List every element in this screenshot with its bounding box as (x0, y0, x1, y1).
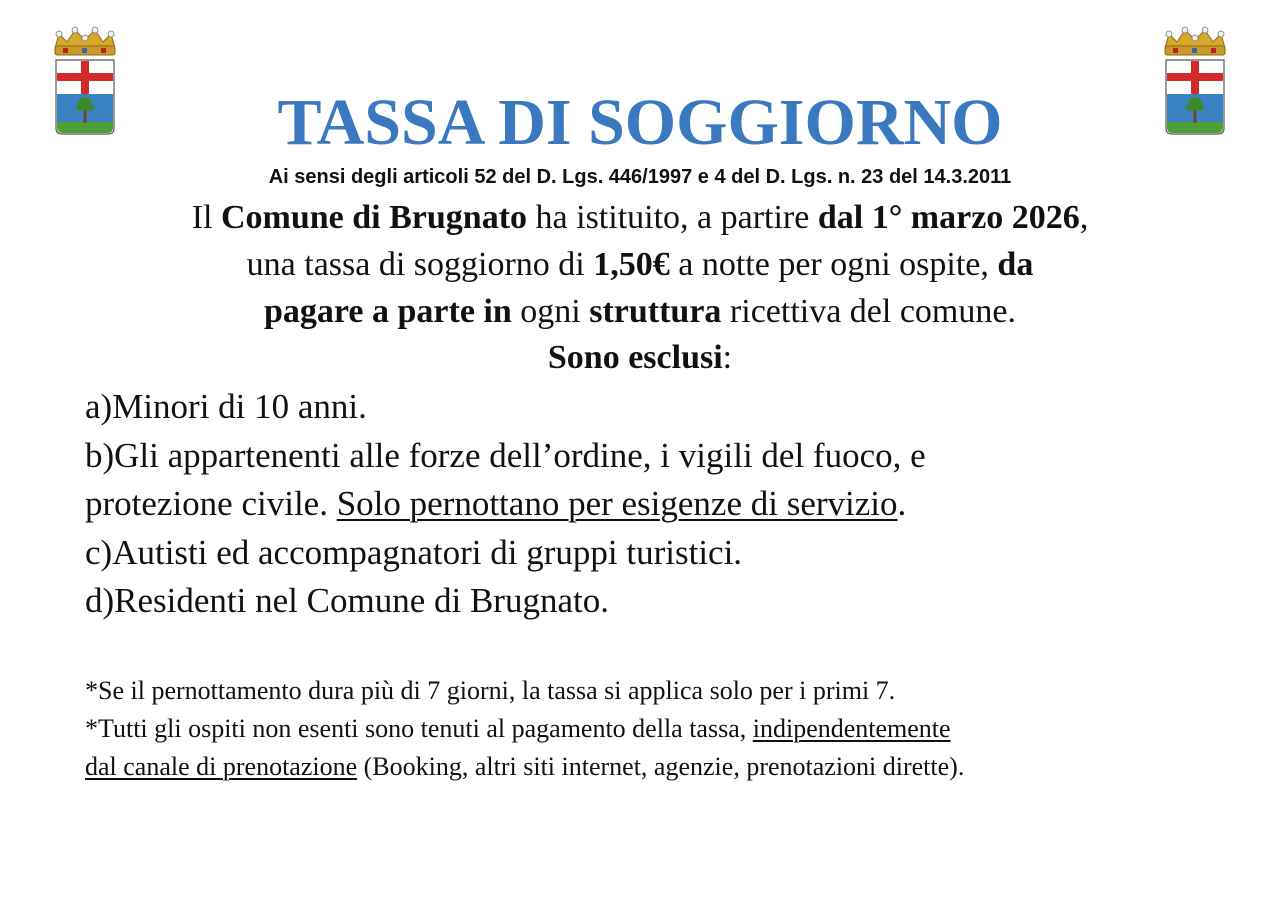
intro-text: , (1079, 199, 1089, 236)
note: *Se il pernottamento dura più di 7 giorni, la tassa si applica solo per i primi 7. (85, 676, 896, 705)
list-item: a)Minori di 10 anni. (85, 387, 367, 426)
list-item: d)Residenti nel Comune di Brugnato. (85, 581, 609, 620)
intro-text: ogni (511, 293, 590, 330)
note-text: (Booking, altri siti internet, agenzie, prenotazioni dirette). (357, 752, 965, 781)
intro-start-date: dal 1° marzo 2026 (817, 199, 1080, 236)
intro-paragraph (90, 194, 1190, 335)
intro-text: ha istituito, a partire (527, 199, 818, 236)
list-item-underlined: Solo pernottano per esigenze di servizio (336, 484, 898, 523)
excluded-heading (0, 335, 1280, 381)
page-title: TASSA DI SOGGIORNO (277, 86, 1003, 159)
intro-emphasis: da (997, 246, 1034, 283)
note (85, 710, 1235, 748)
notes (85, 672, 1235, 786)
intro-text: una tassa di soggiorno di (246, 246, 594, 283)
note-underlined: indipendentemente (752, 714, 951, 743)
note-underlined: dal canale di prenotazione (85, 752, 358, 781)
intro-emphasis: pagare a parte in (264, 293, 512, 330)
intro-emphasis: struttura (589, 293, 722, 330)
list-item: c)Autisti ed accompagnatori di gruppi turistici. (85, 532, 743, 572)
intro-text: Il (191, 199, 221, 236)
list-item (85, 480, 1205, 529)
list-item: b)Gli appartenenti alle forze dell’ordine, i vigili del fuoco, e (85, 435, 926, 475)
excluded-heading-label: Sono esclusi (547, 339, 723, 376)
intro-amount: 1,50€ (593, 246, 670, 283)
list-item-text: protezione civile. (85, 484, 337, 523)
exclusions-list (85, 383, 1205, 626)
legal-reference: Ai sensi degli articoli 52 del D. Lgs. 446/1997 e 4 del D. Lgs. n. 23 del 14.3.2011 (268, 166, 1012, 188)
crown-icon (55, 27, 115, 55)
list-item-text: . (897, 484, 907, 523)
note (85, 748, 1235, 786)
intro-text: ricettiva del comune. (721, 293, 1016, 330)
crown-icon (1165, 27, 1225, 55)
excluded-heading-colon: : (722, 339, 733, 376)
intro-text: a notte per ogni ospite, (669, 246, 998, 283)
intro-municipality: Comune di Brugnato (220, 199, 528, 236)
note-text: *Tutti gli ospiti non esenti sono tenuti al pagamento della tassa, (85, 714, 753, 743)
